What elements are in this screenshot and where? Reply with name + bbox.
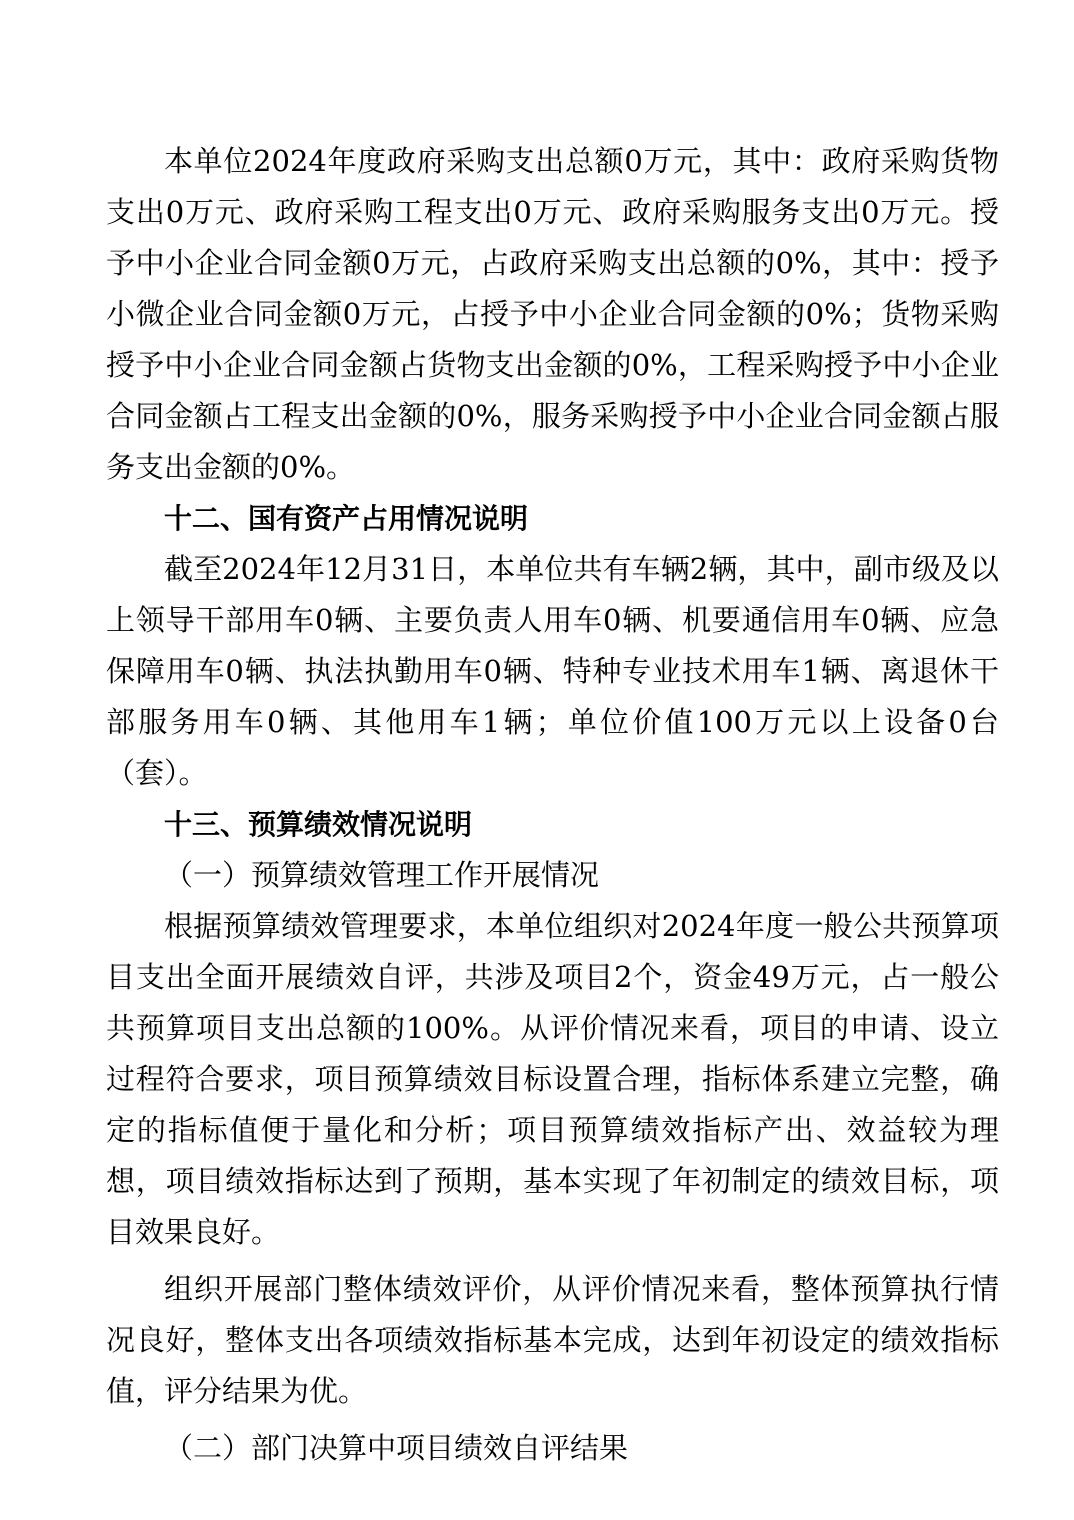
subheading-performance-management: （一）预算绩效管理工作开展情况 — [164, 858, 600, 892]
paragraph-procurement: 本单位2024年度政府采购支出总额0万元，其中：政府采购货物支出0万元、政府采购工程支出0万元、政府采购服务支出0万元。授予中小企业合同金额0万元，占政府采购支出总额的0%，其中：授予小微企业合同金额0万元，占授予中小企业合同金额的0%；货物采购授予中小企业合同金额占货物支出金额的0%，工程采购授予中小企业合同金额占工程支出金额的0%，服务采购授予中小企业合同金额占服务支出金额的0%。 — [106, 144, 999, 484]
paragraph-performance-self-evaluation: 根据预算绩效管理要求，本单位组织对2024年度一般公共预算项目支出全面开展绩效自评，共涉及项目2个，资金49万元，占一般公共预算项目支出总额的100%。从评价情况来看，项目的申请、设立过程符合要求，项目预算绩效目标设置合理，指标体系建立完整，确定的指标值便于量化和分析；项目预算绩效指标产出、效益较为理想，项目绩效指标达到了预期，基本实现了年初制定的绩效目标，项目效果良好。 — [106, 909, 999, 1249]
subheading-project-results: （二）部门决算中项目绩效自评结果 — [164, 1431, 629, 1465]
document-body — [106, 136, 999, 1474]
section-heading-assets: 十二、国有资产占用情况说明 — [164, 502, 529, 535]
paragraph-overall-evaluation: 组织开展部门整体绩效评价，从评价情况来看，整体预算执行情况良好，整体支出各项绩效指标基本完成，达到年初设定的绩效指标值，评分结果为优。 — [106, 1272, 999, 1408]
paragraph-assets: 截至2024年12月31日，本单位共有车辆2辆，其中，副市级及以上领导干部用车0辆、主要负责人用车0辆、机要通信用车0辆、应急保障用车0辆、执法执勤用车0辆、特种专业技术用车1辆、离退休干部服务用车0辆、其他用车1辆；单位价值100万元以上设备0台（套）。 — [106, 552, 999, 790]
section-heading-performance: 十三、预算绩效情况说明 — [164, 808, 473, 841]
